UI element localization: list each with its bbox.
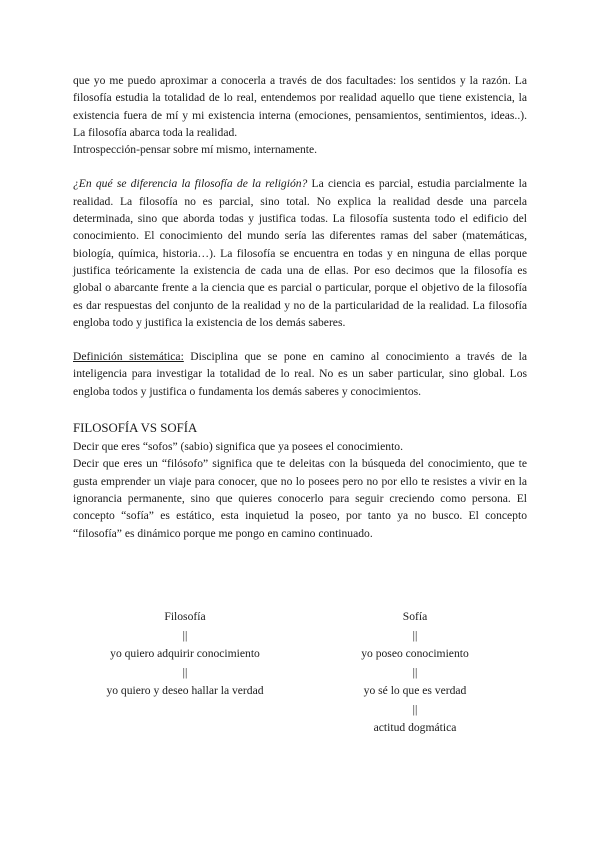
separator: || (412, 628, 418, 642)
separator: || (412, 702, 418, 716)
definition-body: Disciplina que se pone en camino al conocimiento a través de la inteligencia para investigar la totalidad de lo real. No es un saber particular, sino global. Los engloba todos y justifica o fundamenta los demás saberes y conocimientos. (73, 350, 527, 398)
religion-body: La ciencia es parcial, estudia parcialmente la realidad. La filosofía no es parcial, sino total. No explica la realidad desde una parcela determinada, sino que aborda todas y justifica todas. La filosofía sustenta todo el edificio del conocimiento. El conocimiento del mundo sería las diferentes ramas del saber (matemáticas, biología, química, historia…). La filosofía se encuentra en todas y en ninguna de ellas porque justifica teóricamente la existencia de cada una de ellas. Por eso decimos que la filosofía es global o abarcante frente a la ciencia que es parcial o particular, porque el objetivo de la filosofía es dar respuestas del conjunto de la realidad y no de la particularidad de la realidad. La filosofía engloba todo y justifica la existencia de los demás saberes. (73, 177, 527, 329)
sofia-title: Sofía (402, 610, 428, 623)
document-body (73, 72, 527, 542)
filosofia-line-1: yo quiero adquirir conocimiento (110, 647, 260, 660)
intro-paragraph: que yo me puedo aproximar a conocerla a través de dos facultades: los sentidos y la razón. La filosofía estudia la totalidad de lo real, entendemos por realidad aquello que tiene existencia, la existencia fuera de mí y mi existencia interna (emociones, pensamientos, sentimientos, ideas..). La filosofía abarca toda la realidad. (73, 74, 527, 139)
sofos-paragraph: Decir que eres “sofos” (sabio) significa que ya posees el conocimiento. (73, 440, 403, 454)
separator: || (182, 665, 188, 679)
filosofia-title: Filosofía (164, 610, 206, 623)
spacer (73, 331, 527, 348)
section-heading: FILOSOFÍA VS SOFÍA (73, 421, 198, 436)
sofia-line-1: yo poseo conocimiento (361, 647, 469, 660)
filosofia-line-2: yo quiero y deseo hallar la verdad (106, 684, 264, 697)
sofia-line-2: yo sé lo que es verdad (363, 684, 467, 697)
religion-question: ¿En qué se diferencia la filosofía de la religión? (73, 177, 308, 191)
separator: || (412, 665, 418, 679)
definition-label: Definición sistemática: (73, 350, 184, 364)
separator: || (182, 628, 188, 642)
spacer (73, 400, 527, 417)
spacer (73, 158, 527, 175)
filosofo-paragraph: Decir que eres un “filósofo” significa que te deleitas con la búsqueda del conocimiento, que te gusta emprender un viaje para conocer, que no lo posees pero no por ello te resistes a vivir en la ignorancia permanente, sino que quieres conocerlo para seguir creciendo como persona. El concepto “sofía” es estático, esta inquietud la poseo, por tanto ya no busco. El concepto “filosofía” es dinámico porque me pongo en camino continuado. (73, 457, 527, 540)
introspection-line: Introspección-pensar sobre mí mismo, internamente. (73, 143, 318, 157)
filosofia-column (90, 608, 280, 701)
sofia-column (330, 608, 500, 738)
definition-paragraph (73, 348, 527, 400)
sofia-line-3: actitud dogmática (373, 721, 457, 734)
religion-paragraph (73, 175, 527, 331)
